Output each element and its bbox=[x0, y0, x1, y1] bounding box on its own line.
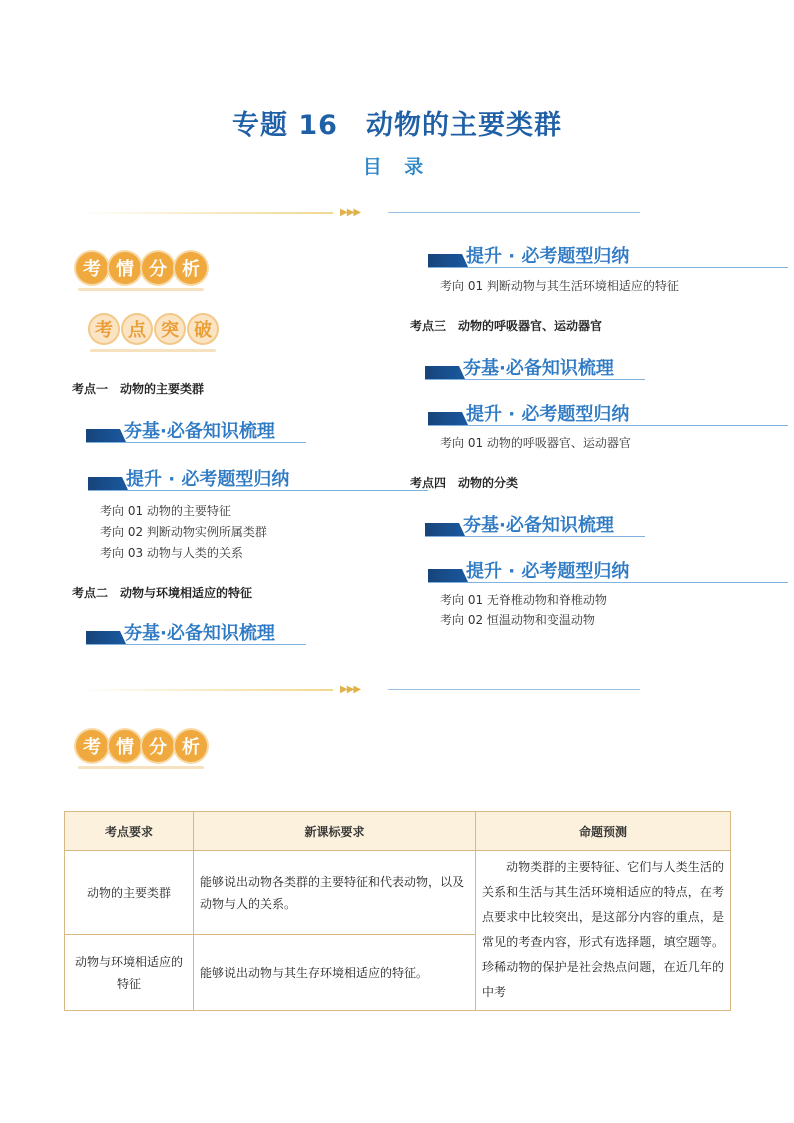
table-cell-requirement: 能够说出动物与其生存环境相适应的特征。 bbox=[194, 935, 476, 1011]
section-questions-3: 提升 · 必考题型归纳 bbox=[428, 400, 788, 428]
toc-item[interactable]: 考向 01 判断动物与其生活环境相适应的特征 bbox=[440, 279, 679, 293]
toc-item[interactable]: 考向 01 无脊椎动物和脊椎动物 bbox=[440, 593, 607, 607]
table-header-row bbox=[65, 812, 731, 851]
arrows-icon: ▶▶▶ bbox=[340, 207, 361, 218]
section-questions-2: 提升 · 必考题型归纳 bbox=[428, 242, 788, 270]
toc-item[interactable]: 考向 01 动物的主要特征 bbox=[100, 504, 231, 518]
badge-analysis: 考 情 分 析 bbox=[76, 252, 207, 284]
section-questions-1: 提升 · 必考题型归纳 bbox=[88, 465, 428, 493]
toc-point4-heading[interactable]: 考点四 动物的分类 bbox=[410, 476, 519, 490]
table-header: 考点要求 bbox=[65, 812, 194, 851]
section-knowledge-4: 夯基·必备知识梳理 bbox=[425, 511, 645, 539]
toc-point3-heading[interactable]: 考点三 动物的呼吸器官、运动器官 bbox=[410, 319, 603, 333]
table-header: 新课标要求 bbox=[194, 812, 476, 851]
table-cell-point: 动物与环境相适应的特征 bbox=[65, 935, 194, 1011]
toc-point1-heading[interactable]: 考点一 动物的主要类群 bbox=[72, 382, 205, 396]
section-knowledge-1: 夯基·必备知识梳理 bbox=[86, 417, 306, 445]
section-questions-4: 提升 · 必考题型归纳 bbox=[428, 557, 788, 585]
toc-item[interactable]: 考向 02 判断动物实例所属类群 bbox=[100, 525, 267, 539]
table-header: 命题预测 bbox=[476, 812, 731, 851]
badge-breakthrough: 考 点 突 破 bbox=[88, 313, 219, 345]
toc-item[interactable]: 考向 01 动物的呼吸器官、运动器官 bbox=[440, 436, 631, 450]
arrows-icon: ▶▶▶ bbox=[340, 684, 361, 695]
table-row bbox=[65, 851, 731, 935]
table-cell-point: 动物的主要类群 bbox=[65, 851, 194, 935]
section-knowledge-2: 夯基·必备知识梳理 bbox=[86, 619, 306, 647]
section-knowledge-3: 夯基·必备知识梳理 bbox=[425, 354, 645, 382]
page-subtitle: 目 录 bbox=[362, 156, 432, 178]
toc-point2-heading[interactable]: 考点二 动物与环境相适应的特征 bbox=[72, 586, 253, 600]
middle-divider bbox=[78, 680, 640, 700]
badge-analysis-section: 考 情 分 析 bbox=[76, 730, 207, 762]
analysis-table bbox=[64, 811, 731, 1011]
table-cell-prediction: 动物类群的主要特征、它们与人类生活的关系和生活与其生活环境相适应的特点，在考点要求中比较突出，是这部分内容的重点，是常见的考查内容，形式有选择题，填空题等。珍稀动物的保护是社会热点问题，在近几年的中考 bbox=[476, 851, 731, 1011]
toc-item[interactable]: 考向 03 动物与人类的关系 bbox=[100, 546, 243, 560]
page-title: 专题 16 动物的主要类群 bbox=[232, 110, 562, 141]
table-cell-requirement: 能够说出动物各类群的主要特征和代表动物，以及动物与人的关系。 bbox=[194, 851, 476, 935]
toc-item[interactable]: 考向 02 恒温动物和变温动物 bbox=[440, 613, 595, 627]
top-divider bbox=[78, 203, 640, 223]
